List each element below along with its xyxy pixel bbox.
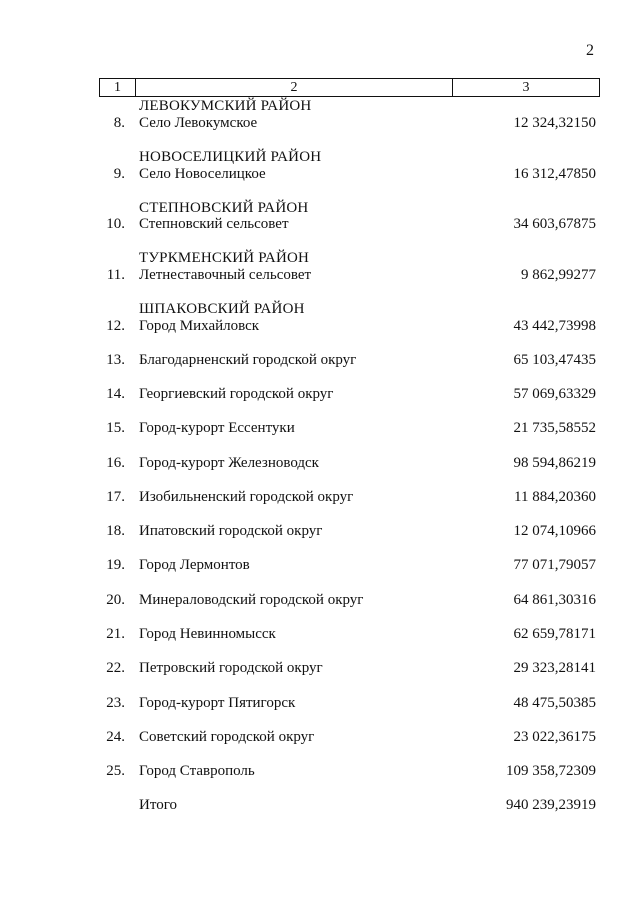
header-col-3: 3 [522, 80, 530, 95]
row-name: Город Ставрополь [139, 763, 255, 779]
row-value: 48 475,50385 [513, 695, 596, 711]
row-value: 62 659,78171 [513, 626, 596, 642]
row-number: 25. [106, 763, 125, 779]
row-value: 12 324,32150 [513, 115, 596, 131]
table-row [99, 386, 596, 406]
table-row [99, 763, 596, 783]
table-row [99, 557, 596, 577]
row-number: 17. [106, 489, 125, 505]
row-number: 8. [113, 115, 125, 131]
row-number: 15. [106, 420, 125, 436]
table-row [99, 489, 596, 509]
row-number: 18. [106, 523, 125, 539]
row-number: 22. [106, 660, 125, 676]
row-value: 29 323,28141 [513, 660, 596, 676]
row-name: Благодарненский городской округ [139, 352, 357, 368]
header-col-1: 1 [100, 79, 136, 96]
district-heading-stepnovsky: СТЕПНОВСКИЙ РАЙОН [139, 200, 309, 216]
row-value: 11 884,20360 [514, 489, 596, 505]
total-value: 940 239,23919 [506, 797, 596, 813]
header-col-2: 2 [136, 79, 453, 96]
table-row [99, 420, 596, 440]
row-value: 34 603,67875 [513, 216, 596, 232]
table-row [99, 729, 596, 749]
row-number: 14. [106, 386, 125, 402]
row-value: 9 862,99277 [521, 267, 596, 283]
row-number: 9. [113, 166, 125, 182]
row-value: 23 022,36175 [513, 729, 596, 745]
district-heading-turkmensky: ТУРКМЕНСКИЙ РАЙОН [139, 250, 310, 266]
district-heading-shpakovsky: ШПАКОВСКИЙ РАЙОН [139, 301, 305, 317]
table-row [99, 592, 596, 612]
table-row [99, 660, 596, 680]
row-value: 77 071,79057 [513, 557, 596, 573]
table-row [99, 695, 596, 715]
row-number: 11. [106, 267, 125, 283]
table-row [99, 455, 596, 475]
row-name: Ипатовский городской округ [139, 523, 323, 539]
row-name: Георгиевский городской округ [139, 386, 334, 402]
table-row [99, 626, 596, 646]
row-name: Село Левокумское [139, 115, 258, 131]
row-name: Село Новоселицкое [139, 166, 266, 182]
total-row [99, 797, 596, 817]
table-row [99, 166, 596, 186]
total-label: Итого [139, 797, 177, 813]
table-row [99, 267, 596, 287]
table-row [99, 352, 596, 372]
row-value: 21 735,58552 [513, 420, 596, 436]
row-name: Советский городской округ [139, 729, 315, 745]
row-name: Петровский городской округ [139, 660, 323, 676]
row-number: 24. [106, 729, 125, 745]
row-number: 23. [106, 695, 125, 711]
row-number: 16. [106, 455, 125, 471]
row-value: 109 358,72309 [506, 763, 596, 779]
row-value: 98 594,86219 [513, 455, 596, 471]
table-row [99, 523, 596, 543]
table-row [99, 216, 596, 236]
district-heading-levokumsky: ЛЕВОКУМСКИЙ РАЙОН [139, 98, 312, 114]
table-row [99, 318, 596, 338]
row-name: Город Михайловск [139, 318, 260, 334]
row-number: 21. [106, 626, 125, 642]
row-name: Степновский сельсовет [139, 216, 289, 232]
row-value: 65 103,47435 [513, 352, 596, 368]
row-number: 13. [106, 352, 125, 368]
row-value: 12 074,10966 [513, 523, 596, 539]
page-number: 2 [586, 42, 594, 59]
row-name: Город Невинномысск [139, 626, 276, 642]
row-name: Город-курорт Железноводск [139, 455, 319, 471]
row-name: Минераловодский городской округ [139, 592, 364, 608]
row-value: 43 442,73998 [513, 318, 596, 334]
row-value: 16 312,47850 [513, 166, 596, 182]
row-number: 10. [106, 216, 125, 232]
row-name: Изобильненский городской округ [139, 489, 354, 505]
district-heading-novoselitsky: НОВОСЕЛИЦКИЙ РАЙОН [139, 149, 322, 165]
row-value: 57 069,63329 [513, 386, 596, 402]
row-number: 12. [106, 318, 125, 334]
table-row [99, 115, 596, 135]
row-number: 19. [106, 557, 125, 573]
row-name: Город Лермонтов [139, 557, 250, 573]
row-name: Город-курорт Пятигорск [139, 695, 296, 711]
row-value: 64 861,30316 [513, 592, 596, 608]
row-name: Летнеставочный сельсовет [139, 267, 312, 283]
row-name: Город-курорт Ессентуки [139, 420, 295, 436]
row-number: 20. [106, 592, 125, 608]
table-header [99, 78, 600, 97]
